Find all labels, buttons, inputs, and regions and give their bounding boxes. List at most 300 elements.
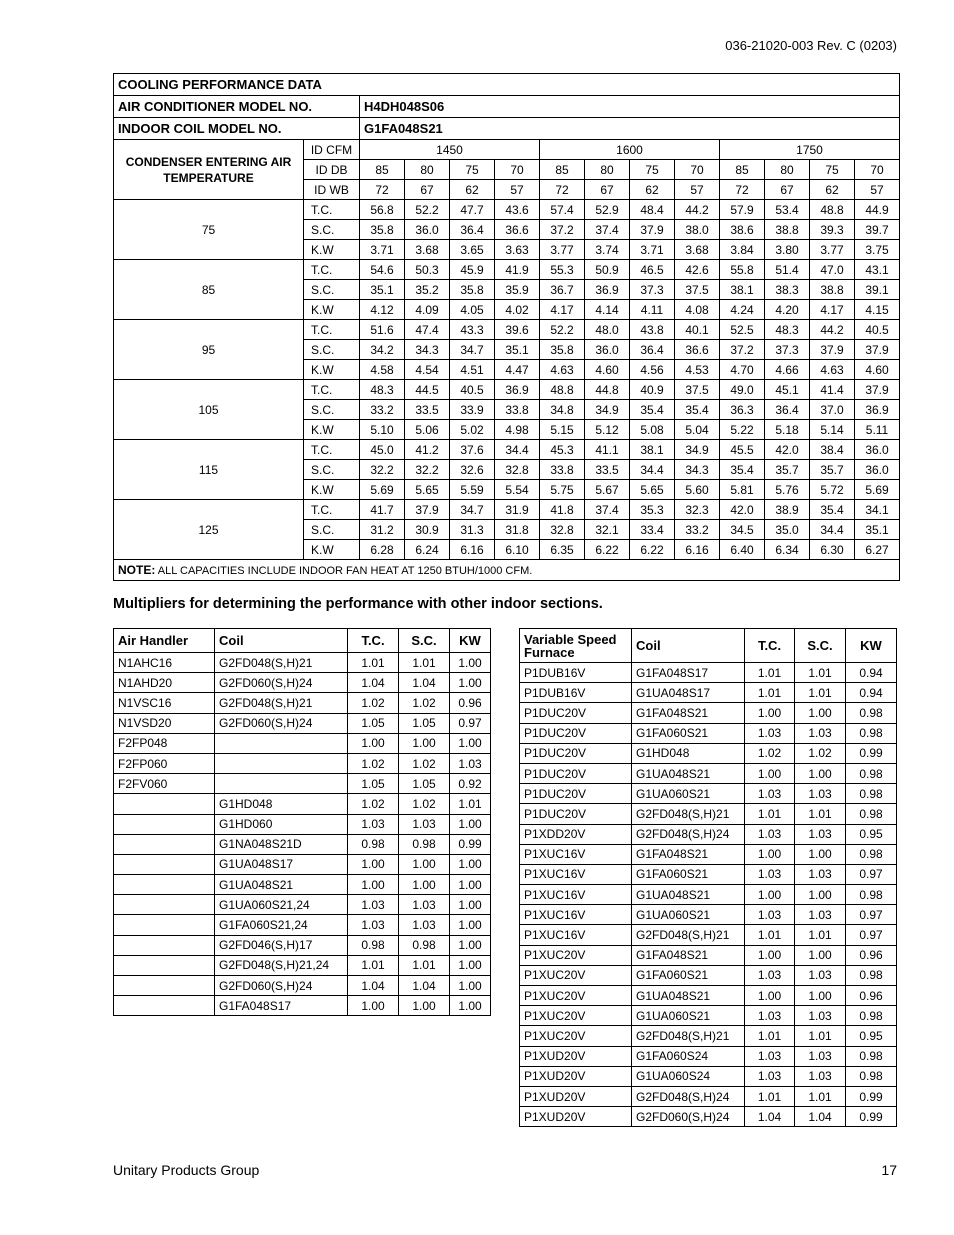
table-cell	[114, 895, 215, 915]
table-cell: 1.01	[795, 683, 846, 703]
performance-cell: 48.0	[585, 320, 630, 340]
performance-cell: 37.0	[810, 400, 855, 420]
performance-cell: 35.7	[810, 460, 855, 480]
table-cell: 1.05	[399, 713, 450, 733]
performance-cell: 31.3	[450, 520, 495, 540]
page-number: 17	[881, 1162, 897, 1178]
table-row	[114, 693, 491, 713]
performance-cell: 47.4	[405, 320, 450, 340]
table-cell: G1UA048S21	[632, 986, 745, 1006]
performance-cell: 4.56	[630, 360, 675, 380]
performance-cell: 32.8	[540, 520, 585, 540]
coil-model-row-label: INDOOR COIL MODEL NO.	[114, 118, 360, 140]
table-cell: 0.95	[846, 824, 897, 844]
performance-cell: 52.5	[720, 320, 765, 340]
performance-cell: 4.05	[450, 300, 495, 320]
performance-cell: 6.28	[360, 540, 405, 560]
table-cell: 1.00	[450, 915, 491, 935]
table-cell: 1.02	[399, 693, 450, 713]
performance-cell: 36.9	[855, 400, 900, 420]
performance-cell: 57.4	[540, 200, 585, 220]
table-cell: 0.99	[846, 1107, 897, 1127]
metric-label: S.C.	[304, 400, 360, 420]
table-cell: P1XUC16V	[520, 925, 632, 945]
performance-cell: 37.9	[405, 500, 450, 520]
column-header: S.C.	[795, 629, 846, 663]
performance-cell: 30.9	[405, 520, 450, 540]
table-cell: P1XUD20V	[520, 1086, 632, 1106]
performance-cell: 32.8	[495, 460, 540, 480]
performance-cell: 3.71	[360, 240, 405, 260]
performance-cell: 34.9	[585, 400, 630, 420]
table-cell: 1.01	[795, 1026, 846, 1046]
performance-cell: 43.8	[630, 320, 675, 340]
table-cell: 0.96	[450, 693, 491, 713]
table-cell: 1.02	[399, 753, 450, 773]
table-cell: 1.03	[795, 864, 846, 884]
table-cell: P1DUC20V	[520, 743, 632, 763]
performance-cell: 4.02	[495, 300, 540, 320]
coil-model-row	[114, 118, 900, 140]
table-cell: G1FA060S24	[632, 1046, 745, 1066]
wb-value: 72	[720, 180, 765, 200]
note	[114, 560, 900, 581]
performance-cell: 50.3	[405, 260, 450, 280]
performance-cell: 55.3	[540, 260, 585, 280]
performance-cell: 37.3	[765, 340, 810, 360]
performance-cell: 40.5	[450, 380, 495, 400]
table-cell: G1UA060S21	[632, 905, 745, 925]
table-cell: 1.03	[348, 915, 399, 935]
table-cell: 0.92	[450, 774, 491, 794]
table-cell: 1.03	[348, 895, 399, 915]
performance-cell: 5.02	[450, 420, 495, 440]
table-cell: G1HD060	[215, 814, 348, 834]
performance-cell: 35.4	[675, 400, 720, 420]
table-cell: 1.03	[795, 824, 846, 844]
metric-label: T.C.	[304, 260, 360, 280]
db-value: 75	[630, 160, 675, 180]
table-row	[114, 935, 491, 955]
performance-cell: 6.22	[585, 540, 630, 560]
table-cell: 1.03	[745, 1046, 795, 1066]
performance-cell: 37.4	[585, 500, 630, 520]
performance-cell: 5.54	[495, 480, 540, 500]
performance-cell: 37.6	[450, 440, 495, 460]
table-row	[520, 703, 897, 723]
table-cell: 1.04	[399, 673, 450, 693]
cfm-row	[114, 140, 900, 160]
performance-cell: 36.6	[675, 340, 720, 360]
performance-cell: 35.4	[810, 500, 855, 520]
performance-cell: 4.11	[630, 300, 675, 320]
column-header: Coil	[215, 629, 348, 653]
table-cell: 0.97	[846, 864, 897, 884]
table-cell: 1.04	[348, 673, 399, 693]
table-cell: 1.01	[745, 1026, 795, 1046]
coil-model-row-value: G1FA048S21	[360, 118, 900, 140]
table-cell: 1.00	[745, 763, 795, 783]
performance-row	[114, 380, 900, 400]
table-cell: P1DUB16V	[520, 683, 632, 703]
performance-cell: 3.75	[855, 240, 900, 260]
performance-row	[114, 500, 900, 520]
performance-cell: 37.4	[585, 220, 630, 240]
table-cell: 0.98	[846, 844, 897, 864]
table-cell: 1.00	[348, 875, 399, 895]
table-cell: 1.04	[348, 976, 399, 996]
table-cell: P1XUD20V	[520, 1066, 632, 1086]
table-cell: 1.00	[745, 986, 795, 1006]
table-cell: 1.02	[399, 794, 450, 814]
table-cell: 1.03	[450, 753, 491, 773]
performance-cell: 37.9	[855, 380, 900, 400]
table-cell: G1UA048S17	[632, 683, 745, 703]
db-value: 70	[855, 160, 900, 180]
performance-cell: 34.4	[495, 440, 540, 460]
db-value: 85	[360, 160, 405, 180]
metric-label: S.C.	[304, 220, 360, 240]
performance-cell: 35.1	[360, 280, 405, 300]
table-cell: 0.97	[846, 925, 897, 945]
table-cell: G2FD060(S,H)24	[215, 713, 348, 733]
condenser-temp-header: CONDENSER ENTERING AIR TEMPERATURE	[114, 140, 304, 200]
performance-cell: 5.11	[855, 420, 900, 440]
performance-cell: 33.9	[450, 400, 495, 420]
performance-cell: 4.09	[405, 300, 450, 320]
performance-cell: 4.60	[585, 360, 630, 380]
table-cell: G1UA060S21	[632, 784, 745, 804]
db-value: 75	[450, 160, 495, 180]
performance-cell: 36.9	[495, 380, 540, 400]
performance-cell: 4.08	[675, 300, 720, 320]
table-cell: G2FD048(S,H)21	[632, 925, 745, 945]
table-cell	[114, 794, 215, 814]
wb-label: ID WB	[304, 180, 360, 200]
performance-cell: 44.2	[675, 200, 720, 220]
performance-cell: 3.68	[405, 240, 450, 260]
performance-cell: 4.14	[585, 300, 630, 320]
table-cell	[215, 733, 348, 753]
performance-cell: 43.3	[450, 320, 495, 340]
performance-cell: 42.6	[675, 260, 720, 280]
table-cell: 0.98	[846, 965, 897, 985]
performance-cell: 5.59	[450, 480, 495, 500]
performance-cell: 5.67	[585, 480, 630, 500]
performance-cell: 5.12	[585, 420, 630, 440]
performance-cell: 4.54	[405, 360, 450, 380]
table-cell: 0.98	[846, 723, 897, 743]
table-cell: G2FD048(S,H)21	[632, 804, 745, 824]
air-handler-multipliers-table	[113, 628, 491, 1016]
table-cell: P1DUC20V	[520, 723, 632, 743]
table-cell: P1XUC20V	[520, 1006, 632, 1026]
performance-cell: 34.8	[540, 400, 585, 420]
performance-cell: 4.24	[720, 300, 765, 320]
table-cell: 0.99	[846, 1086, 897, 1106]
performance-cell: 38.1	[720, 280, 765, 300]
table-cell: 0.96	[846, 945, 897, 965]
db-value: 75	[810, 160, 855, 180]
performance-cell: 47.0	[810, 260, 855, 280]
performance-cell: 5.18	[765, 420, 810, 440]
table-cell: G1UA060S24	[632, 1066, 745, 1086]
performance-cell: 48.4	[630, 200, 675, 220]
table-cell: 1.00	[795, 763, 846, 783]
table-cell: 1.01	[450, 794, 491, 814]
table-row	[114, 895, 491, 915]
performance-cell: 36.3	[720, 400, 765, 420]
performance-cell: 38.6	[720, 220, 765, 240]
performance-cell: 38.8	[765, 220, 810, 240]
table-row	[114, 713, 491, 733]
performance-cell: 3.63	[495, 240, 540, 260]
performance-cell: 45.3	[540, 440, 585, 460]
table-cell: 1.00	[348, 854, 399, 874]
performance-cell: 6.35	[540, 540, 585, 560]
table-row	[520, 945, 897, 965]
performance-cell: 34.7	[450, 340, 495, 360]
performance-cell: 39.3	[810, 220, 855, 240]
performance-row	[114, 200, 900, 220]
performance-cell: 5.08	[630, 420, 675, 440]
table-cell: 1.03	[745, 905, 795, 925]
performance-cell: 45.1	[765, 380, 810, 400]
column-header: Air Handler	[114, 629, 215, 653]
table-cell: 1.04	[795, 1107, 846, 1127]
performance-cell: 50.9	[585, 260, 630, 280]
table-cell: 1.03	[399, 814, 450, 834]
performance-cell: 35.2	[405, 280, 450, 300]
performance-cell: 38.4	[810, 440, 855, 460]
wb-value: 62	[450, 180, 495, 200]
table-cell: 1.00	[348, 996, 399, 1016]
table-cell: 0.97	[450, 713, 491, 733]
performance-cell: 6.34	[765, 540, 810, 560]
table-cell: 0.96	[846, 986, 897, 1006]
performance-cell: 3.71	[630, 240, 675, 260]
performance-cell: 34.3	[405, 340, 450, 360]
table-cell	[114, 834, 215, 854]
table-row	[520, 1107, 897, 1127]
metric-label: T.C.	[304, 500, 360, 520]
table-cell: G2FD048(S,H)24	[632, 824, 745, 844]
furnace-multipliers-table	[519, 628, 897, 1127]
performance-cell: 41.9	[495, 260, 540, 280]
performance-cell: 37.3	[630, 280, 675, 300]
performance-cell: 36.4	[630, 340, 675, 360]
table-cell: 1.01	[795, 804, 846, 824]
performance-cell: 4.15	[855, 300, 900, 320]
table-cell: G1FA048S21	[632, 703, 745, 723]
performance-cell: 6.27	[855, 540, 900, 560]
cfm-value: 1750	[720, 140, 900, 160]
performance-cell: 5.75	[540, 480, 585, 500]
performance-cell: 4.53	[675, 360, 720, 380]
performance-cell: 45.5	[720, 440, 765, 460]
table-cell: 1.00	[745, 945, 795, 965]
table-row	[114, 955, 491, 975]
table-cell: 1.03	[795, 723, 846, 743]
table-row	[520, 925, 897, 945]
performance-cell: 45.9	[450, 260, 495, 280]
metric-label: T.C.	[304, 380, 360, 400]
table-cell: 1.01	[399, 653, 450, 673]
performance-cell: 3.74	[585, 240, 630, 260]
table-cell: 0.98	[348, 935, 399, 955]
table-row	[114, 753, 491, 773]
table-cell: 1.00	[795, 844, 846, 864]
table-cell: 1.00	[450, 854, 491, 874]
performance-cell: 5.60	[675, 480, 720, 500]
table-cell: 1.04	[399, 976, 450, 996]
table-cell: P1DUC20V	[520, 804, 632, 824]
table-cell: 1.00	[399, 875, 450, 895]
performance-cell: 52.2	[540, 320, 585, 340]
table-cell: G1FA048S21	[632, 945, 745, 965]
table-cell: 1.01	[795, 663, 846, 683]
table-cell: 0.94	[846, 683, 897, 703]
wb-value: 57	[855, 180, 900, 200]
table-row	[520, 965, 897, 985]
table-cell: G2FD060(S,H)24	[215, 976, 348, 996]
table-cell: 1.03	[795, 1006, 846, 1026]
table-cell: 1.00	[399, 996, 450, 1016]
table-cell: 1.05	[399, 774, 450, 794]
table-cell: P1XUC16V	[520, 844, 632, 864]
condenser-temp: 125	[114, 500, 304, 560]
table-cell: 1.00	[795, 986, 846, 1006]
table-cell: 1.00	[795, 945, 846, 965]
performance-cell: 36.0	[405, 220, 450, 240]
performance-cell: 37.5	[675, 380, 720, 400]
ac-model-row	[114, 96, 900, 118]
table-cell: P1XUC20V	[520, 945, 632, 965]
note-text: ALL CAPACITIES INCLUDE INDOOR FAN HEAT AT 1250 BTUH/1000 CFM.	[157, 565, 533, 577]
performance-cell: 41.7	[360, 500, 405, 520]
condenser-temp: 95	[114, 320, 304, 380]
table-cell: P1XUD20V	[520, 1046, 632, 1066]
table-cell: 0.98	[846, 1066, 897, 1086]
table-cell: G2FD048(S,H)21	[215, 653, 348, 673]
table-cell: P1DUB16V	[520, 663, 632, 683]
performance-cell: 35.8	[360, 220, 405, 240]
wb-value: 72	[540, 180, 585, 200]
metric-label: K.W	[304, 300, 360, 320]
performance-cell: 36.6	[495, 220, 540, 240]
table-cell: N1AHC16	[114, 653, 215, 673]
table-row	[114, 794, 491, 814]
table-cell: P1XUC20V	[520, 965, 632, 985]
table-cell: G2FD060(S,H)24	[215, 673, 348, 693]
performance-cell: 52.2	[405, 200, 450, 220]
table-cell: G2FD048(S,H)21	[215, 693, 348, 713]
column-header: T.C.	[745, 629, 795, 663]
table-cell: 1.03	[795, 1066, 846, 1086]
performance-cell: 39.6	[495, 320, 540, 340]
table-cell: 1.05	[348, 774, 399, 794]
table-cell: 1.01	[745, 1086, 795, 1106]
table-cell: G1FA060S21	[632, 965, 745, 985]
table-row	[114, 996, 491, 1016]
table-cell: 1.03	[795, 784, 846, 804]
performance-cell: 5.65	[405, 480, 450, 500]
column-header: KW	[846, 629, 897, 663]
column-header: Variable Speed Furnace	[520, 629, 632, 663]
performance-cell: 6.16	[450, 540, 495, 560]
metric-label: K.W	[304, 420, 360, 440]
performance-cell: 5.06	[405, 420, 450, 440]
table-cell: 0.98	[846, 784, 897, 804]
table-row	[114, 915, 491, 935]
table-row	[520, 885, 897, 905]
table-cell: 0.98	[846, 763, 897, 783]
performance-cell: 34.4	[630, 460, 675, 480]
performance-cell: 35.9	[495, 280, 540, 300]
performance-cell: 35.1	[495, 340, 540, 360]
performance-cell: 47.7	[450, 200, 495, 220]
table-row	[114, 774, 491, 794]
table-cell	[215, 774, 348, 794]
performance-cell: 4.66	[765, 360, 810, 380]
table-cell: 1.03	[745, 864, 795, 884]
performance-cell: 38.3	[765, 280, 810, 300]
table-row	[114, 673, 491, 693]
performance-cell: 37.2	[540, 220, 585, 240]
performance-cell: 54.6	[360, 260, 405, 280]
table-cell: G1FA060S21,24	[215, 915, 348, 935]
table-cell: 0.98	[846, 703, 897, 723]
performance-cell: 38.1	[630, 440, 675, 460]
table-cell: G1UA060S21,24	[215, 895, 348, 915]
performance-cell: 4.51	[450, 360, 495, 380]
table-cell: 1.03	[795, 905, 846, 925]
table-cell	[114, 915, 215, 935]
table-cell: 1.02	[348, 794, 399, 814]
performance-cell: 5.65	[630, 480, 675, 500]
table-cell: 0.98	[846, 804, 897, 824]
table-cell: P1XDD20V	[520, 824, 632, 844]
performance-cell: 31.2	[360, 520, 405, 540]
performance-cell: 34.2	[360, 340, 405, 360]
performance-cell: 34.4	[810, 520, 855, 540]
performance-cell: 33.5	[405, 400, 450, 420]
performance-cell: 42.0	[765, 440, 810, 460]
performance-cell: 39.1	[855, 280, 900, 300]
table-cell: G1HD048	[215, 794, 348, 814]
performance-cell: 38.0	[675, 220, 720, 240]
performance-cell: 32.2	[405, 460, 450, 480]
performance-cell: 35.7	[765, 460, 810, 480]
performance-cell: 37.2	[720, 340, 765, 360]
table-cell: 0.98	[846, 885, 897, 905]
table-cell: 1.02	[348, 753, 399, 773]
wb-value: 67	[585, 180, 630, 200]
performance-cell: 5.22	[720, 420, 765, 440]
table-cell	[114, 814, 215, 834]
table-row	[520, 1066, 897, 1086]
performance-cell: 42.0	[720, 500, 765, 520]
performance-cell: 57.9	[720, 200, 765, 220]
table-row	[114, 976, 491, 996]
table-cell: G2FD048(S,H)21,24	[215, 955, 348, 975]
table-cell: 1.00	[399, 733, 450, 753]
table-cell: G1UA048S21	[215, 875, 348, 895]
table-cell: 0.95	[846, 1026, 897, 1046]
table-cell: P1XUC16V	[520, 864, 632, 884]
table-cell: G1HD048	[632, 743, 745, 763]
table-cell: 1.00	[795, 885, 846, 905]
